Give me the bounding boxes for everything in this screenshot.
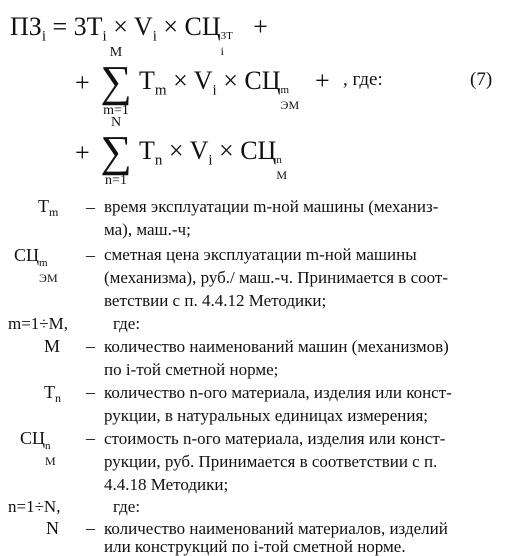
equation-number: (7): [470, 69, 493, 90]
def-tn-sym: T: [44, 382, 55, 402]
def-M-line-2: по i-той сметной норме;: [104, 360, 279, 379]
def-m-range-where: где:: [113, 314, 141, 333]
def-scem-sym: СЦ: [14, 245, 40, 265]
formula-lhs: ПЗ: [10, 12, 42, 41]
def-N-symbol: N: [46, 518, 59, 538]
def-M-dash: –: [86, 336, 95, 356]
def-N-line-1: количество наименований материалов, изделий: [104, 519, 448, 538]
def-N-dash: –: [86, 518, 95, 538]
formula-lhs-sub: i: [41, 28, 46, 45]
def-scm-dash: –: [86, 428, 95, 448]
term2-c-sup: m: [280, 84, 290, 96]
term3-times-1: ×: [168, 136, 184, 165]
formula-equals: =: [52, 12, 68, 41]
def-tn-symbol: [44, 382, 61, 406]
def-M-symbol: M: [44, 336, 61, 356]
def-tn-line-1: количество n-ого материала, изделия или конст-: [104, 383, 452, 402]
def-scem-sup: m: [39, 257, 48, 269]
def-scm-line-3: 4.4.18 Методики;: [104, 475, 229, 494]
term2-times-2: ×: [223, 66, 238, 95]
def-scem-symbol: [14, 245, 58, 285]
term1-c: СЦ: [184, 12, 221, 41]
def-scem-dash: –: [86, 245, 95, 265]
term2-sigma: ∑: [100, 57, 132, 106]
def-tn-sub: n: [55, 391, 61, 406]
term1-c-sup: 3T: [220, 30, 233, 42]
term1-base: 3T: [73, 12, 103, 41]
def-scm-line-1: стоимость n-ого материала, изделия или конст-: [104, 429, 446, 448]
formula-where: , где:: [343, 69, 383, 90]
term3-sum: [95, 116, 137, 188]
def-scem-sub: ЭМ: [39, 271, 58, 285]
def-scem-line-3: ветствии с п. 4.4.12 Методики;: [104, 291, 327, 310]
term3-v-sub: i: [208, 152, 213, 169]
def-N-line-2: или конструкций по i-той сметной норме.: [104, 537, 406, 556]
term2-c-sub: ЭМ: [280, 98, 300, 112]
term3-c-sup: n: [276, 154, 282, 166]
def-tm-sym: T: [38, 196, 49, 216]
term3-times-2: ×: [219, 136, 234, 165]
term3-plus: +: [75, 138, 90, 167]
term3-t: T: [139, 136, 155, 165]
def-scm-symbol: [20, 428, 56, 468]
def-tm-symbol: [38, 196, 58, 220]
term2-sum: [95, 46, 137, 118]
term2-v-sub: i: [212, 82, 217, 99]
term2-v: V: [193, 66, 213, 95]
term2-plus-end: +: [315, 66, 330, 95]
term2-plus: +: [75, 68, 90, 97]
def-scm-line-2: рукции, руб. Принимается в соответствии с п.: [104, 452, 438, 471]
def-n-range-where: где:: [113, 497, 141, 516]
term2-sum-top: M: [109, 45, 123, 60]
term2-t-sub: m: [154, 82, 167, 99]
term2-body: [139, 66, 330, 112]
def-tn-dash: –: [86, 382, 95, 402]
def-M-line-1: количество наименований машин (механизмов): [104, 337, 449, 356]
term1-c-sub: i: [220, 44, 225, 58]
term3-t-sub: n: [154, 152, 163, 169]
term3-sum-top: N: [110, 115, 122, 130]
term3-body: [139, 136, 288, 182]
term3-v: V: [189, 136, 209, 165]
def-scm-sup: n: [45, 440, 51, 452]
def-m-range: m=1÷M,: [8, 314, 69, 333]
term3-c: СЦ: [240, 136, 277, 165]
term2-sum-bottom: m=1: [103, 103, 129, 118]
term2-c: СЦ: [244, 66, 281, 95]
def-n-range: n=1÷N,: [8, 497, 61, 516]
def-tm-dash: –: [86, 197, 95, 217]
def-scm-sym: СЦ: [20, 428, 46, 448]
term1-v: V: [133, 12, 153, 41]
term1-v-sub: i: [152, 28, 157, 45]
formula-line-1: [10, 12, 268, 58]
term3-c-sub: M: [276, 168, 288, 182]
def-tm-sub: m: [49, 205, 59, 220]
def-scm-sub: M: [45, 454, 56, 468]
term1-sub: i: [102, 28, 107, 45]
def-tm-line-2: ма), маш.-ч;: [104, 220, 191, 239]
term1-times-2: ×: [163, 12, 179, 41]
term1-plus: +: [253, 12, 268, 41]
term1-times-1: ×: [113, 12, 128, 41]
term2-t: T: [139, 66, 155, 95]
def-scem-line-1: сметная цена эксплуатации m-ной машины: [104, 245, 417, 264]
term3-sigma: ∑: [100, 127, 132, 176]
def-tn-line-2: рукции, в натуральных единицах измерения;: [104, 406, 429, 425]
term3-sum-bottom: n=1: [105, 173, 127, 188]
term2-times-1: ×: [173, 66, 188, 95]
def-scem-line-2: (механизма), руб./ маш.-ч. Принимается в соот-: [104, 268, 448, 287]
def-tm-line-1: время эксплуатации m-ной машины (механиз-: [104, 197, 439, 216]
